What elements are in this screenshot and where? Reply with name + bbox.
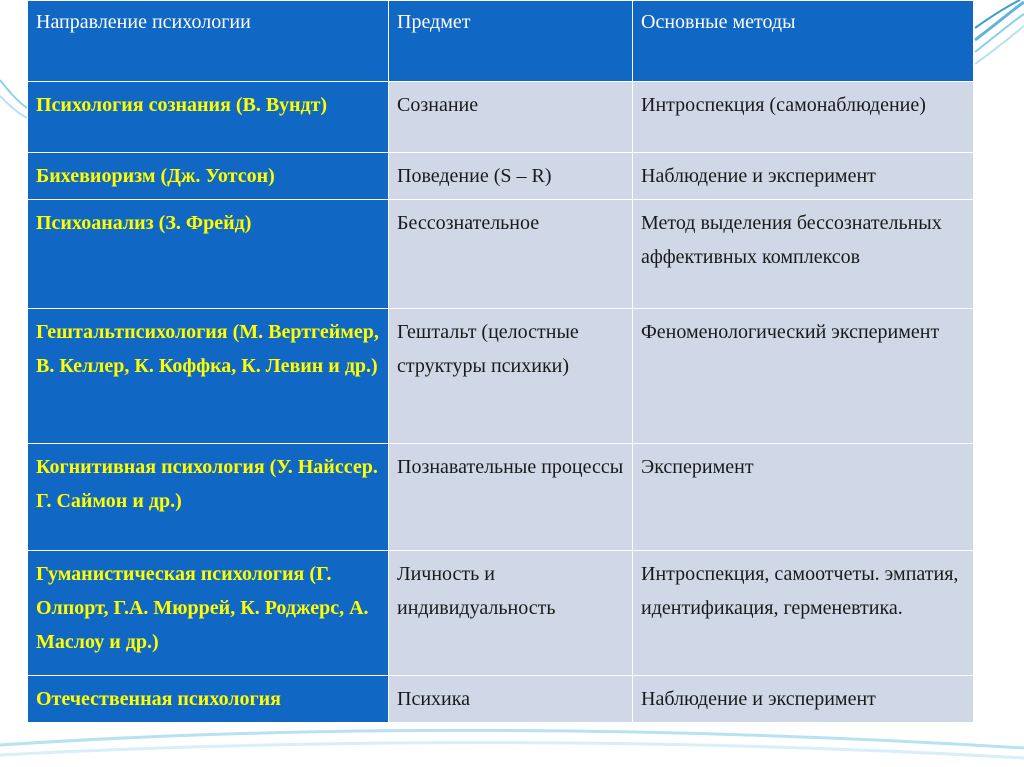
psychology-directions-table-container (27, 0, 973, 723)
table-header-row (28, 1, 974, 82)
methods-cell: Эксперимент (633, 444, 974, 551)
methods-cell: Метод выделения бессознательных аффективных комплексов (633, 200, 974, 309)
table-row (28, 153, 974, 200)
subject-cell: Бессознательное (389, 200, 633, 309)
subject-cell: Личность и индивидуальность (389, 551, 633, 676)
direction-cell: Психология сознания (В. Вундт) (28, 82, 389, 153)
methods-cell: Наблюдение и эксперимент (633, 153, 974, 200)
subject-cell: Гештальт (целостные структуры психики) (389, 309, 633, 444)
header-methods: Основные методы (633, 1, 974, 82)
header-subject: Предмет (389, 1, 633, 82)
psychology-directions-table (27, 0, 974, 723)
direction-cell: Бихевиоризм (Дж. Уотсон) (28, 153, 389, 200)
direction-cell: Психоанализ (З. Фрейд) (28, 200, 389, 309)
subject-cell: Поведение (S – R) (389, 153, 633, 200)
table-row (28, 444, 974, 551)
header-direction: Направление психологии (28, 1, 389, 82)
table-row (28, 676, 974, 723)
subject-cell: Познавательные процессы (389, 444, 633, 551)
subject-cell: Сознание (389, 82, 633, 153)
subject-cell: Психика (389, 676, 633, 723)
direction-cell: Отечественная психология (28, 676, 389, 723)
direction-cell: Когнитивная психология (У. Найссер. Г. Саймон и др.) (28, 444, 389, 551)
table-row (28, 309, 974, 444)
methods-cell: Феноменологический эксперимент (633, 309, 974, 444)
table-row (28, 82, 974, 153)
table-row (28, 551, 974, 676)
methods-cell: Интроспекция (самонаблюдение) (633, 82, 974, 153)
direction-cell: Гуманистическая психология (Г. Олпорт, Г.А. Мюррей, К. Роджерс, А. Маслоу и др.) (28, 551, 389, 676)
direction-cell: Гештальтпсихология (М. Вертгеймер, В. Келлер, К. Коффка, К. Левин и др.) (28, 309, 389, 444)
methods-cell: Наблюдение и эксперимент (633, 676, 974, 723)
table-row (28, 200, 974, 309)
methods-cell: Интроспекция, самоотчеты. эмпатия, идентификация, герменевтика. (633, 551, 974, 676)
